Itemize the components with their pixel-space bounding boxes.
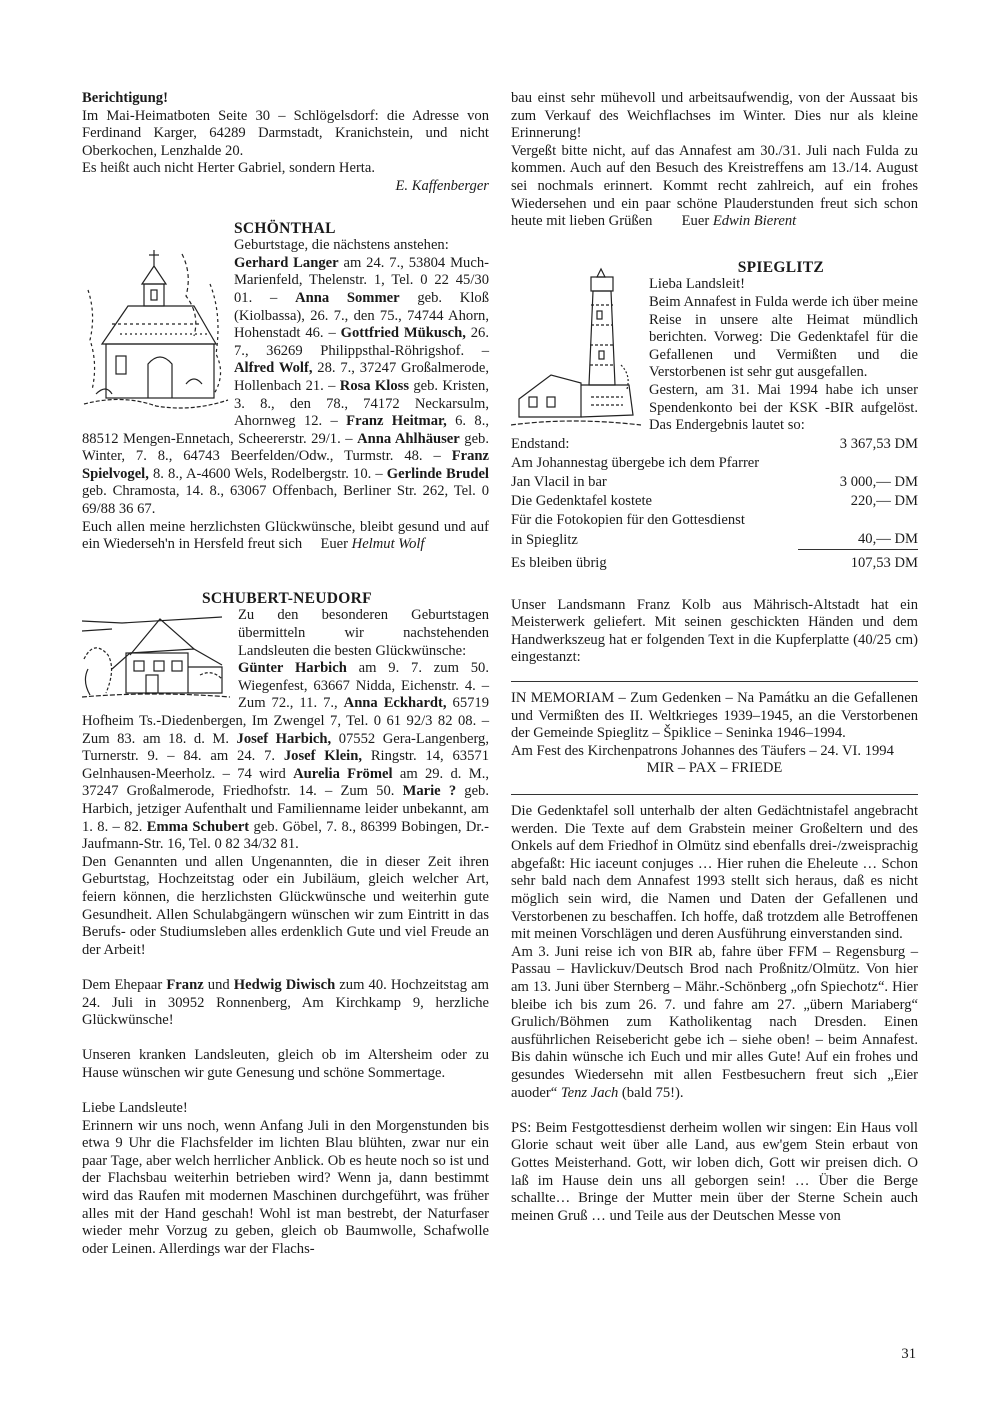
page-number: 31 (901, 1346, 916, 1362)
name-alfred-wolf: Alfred Wolf, (234, 360, 313, 377)
ps-paragraph: PS: Beim Festgottesdienst derheim wollen wir singen: Ein Haus voll Glorie schaut weit über alle Land, aus ew'gem Stein erbaut von Gottes Meisterhand. Gott, wir loben dich, Gott wir preisen dich. O laß im Hause dein uns all geborgen sein! … Über die Berge schallte… Bringe der Mutter mein über der Sterne Schein auch meinen Gruß … und Teile aus der Deutschen Messe von (511, 1119, 918, 1224)
trip-paragraph (511, 944, 918, 1102)
neudorf-general-wishes: Den Genannten und allen Ungenannten, die in dieser Zeit ihren Geburtstag, Hochzeitstag oder ein Jubiläum, gleich welcher Art, feiern können, die herzlichsten Glückwünsche und weiterhin gute Gesundheit. Allen Schulabgängern wünschen wir zum Eintritt in das Berufs- oder Studiumsleben alles erdenklich Gute und viel Freude an der Arbeit! (82, 853, 489, 958)
ledger-amount: 3 000,— DM (839, 473, 918, 490)
name-josef-klein: Josef Klein, (283, 748, 362, 765)
name-aurelia-froemel: Aurelia Frömel (293, 765, 393, 782)
ledger-label: Endstand: (511, 435, 570, 452)
lookout-tower-illustration (511, 265, 643, 433)
name-marie: Marie ? (402, 783, 457, 800)
ledger-amount-cell (785, 530, 918, 550)
donation-ledger (511, 435, 918, 573)
ledger-amount: 220,— DM (850, 492, 918, 509)
farmhouse-illustration (82, 609, 232, 701)
annafest-reminder (511, 143, 918, 231)
correction-body: Im Mai-Heimatboten Seite 30 – Schlögelsdorf: die Adresse von Ferdinand Karger, 64289 Darmstadt, Kranichstein, und nicht Oberkochen, Lenzhalde 20. (82, 107, 489, 159)
birthday-text: geb. Winter, 7. 8., 64743 Beerfelden/Odw., Turmstr. 48. – (82, 430, 490, 465)
right-column (511, 90, 918, 1225)
correction-title: Berichtigung! (82, 90, 168, 106)
correction-signature: E. Kaffenberger (395, 177, 489, 194)
ledger-row (511, 511, 918, 530)
divider (511, 681, 918, 682)
flax-continued: bau einst sehr mühevoll und arbeitsaufwendig, von der Aussaat bis zum Verkauf des Weichflachses im Winter. Dies nur als kleine Erinnerung! (511, 90, 918, 142)
ledger-amount: 3 367,53 DM (839, 435, 918, 452)
memoriam-text: IN MEMORIAM – Zum Gedenken – Na Památku an die Gefallenen und Vermißten des II. Weltkrieges 1939–1945, an die Verstorbenen der Gemeinde Spieglitz – Špiklice – Seninka 1946–1994. (511, 690, 918, 742)
name-josef-harbich: Josef Harbich, (236, 730, 332, 747)
name-anna-ahlhaeuser: Anna Ahlhäuser (357, 430, 460, 447)
neudorf-title: SCHUBERT-NEUDORF (202, 589, 372, 607)
ledger-row (511, 454, 918, 473)
name-franz-spielvogel: Franz Spielvogel, (82, 448, 489, 482)
ledger-row (511, 492, 918, 511)
ledger-label: Für die Fotokopien für den Gottesdienst (511, 511, 745, 528)
ledger-label: Am Johannestag übergebe ich dem Pfarrer (511, 454, 760, 471)
signature-prefix: Euer (681, 213, 713, 230)
ledger-row (511, 473, 918, 492)
birthday-text: 07552 Gera-Langenberg, Turnerstr. 9. – 84. am 24. 7. (82, 730, 489, 765)
correction-body-2: Es heißt auch nicht Herter Gabriel, sondern Herta. (82, 160, 375, 177)
schoenthal-title: SCHÖNTHAL (234, 219, 336, 237)
birthday-text: 65719 Hofheim Ts.-Diedenbergen, Im Zwengel 7, Tel. 0 61 92/3 82 08. – Zum 83. am 18. d. M. (82, 695, 490, 747)
spieglitz-title: SPIEGLITZ (737, 258, 824, 276)
name-franz-heitmar: Franz Heitmar, (346, 413, 447, 430)
name-rosa-kloss: Rosa Kloss (339, 377, 409, 394)
trip-tail: (bald 75!). (618, 1084, 684, 1101)
flax-greeting: Liebe Landsleute! (82, 1100, 188, 1117)
ledger-label: Die Gedenktafel kostete (511, 492, 653, 509)
ledger-label: Es bleiben übrig (511, 554, 607, 571)
name-anna-eckhardt: Anna Eckhardt, (343, 695, 447, 712)
ledger-row (511, 530, 918, 550)
memoriam-feast: Am Fest des Kirchenpatrons Johannes des Täufers – 24. VI. 1994 (511, 742, 894, 759)
name-hedwig-diwisch: Hedwig Diwisch (233, 976, 336, 993)
birthday-text: 28. 7., 37247 Großalmerode, Hollenbach 21. – (234, 360, 489, 394)
divider (511, 794, 918, 795)
ledger-amount (785, 454, 918, 473)
trip-text: Am 3. Juni reise ich von BIR ab, fahre über FFM – Regensburg – Passau – Havlickuv/Deutsch Brod nach Proßnitz/Olmütz. Von hier am 13. Juni über Sternberg – Mähr.-Schönberg „ofn Spiechotz“. Hier bleibe ich bis zum 26. 7. und fahre am 27. „übern Mariaberg“ Grulich/Böhmen zum Katholikentag nach Dresden. Einen ausführlichen Reisebericht gebe ich – siehe oben! – beim Annafest. Bis dahin wünsche ich Euch und mir alles Gute! Auf ein frohes und gesundes Wiedersehn mit allen Festbesuchern freut sich „Eier auoder“ (511, 943, 918, 1101)
name-franz: Franz (166, 976, 204, 993)
spieglitz-intro: Beim Annafest in Fulda werde ich über meine Reise in unsere alte Heimat mündlich berichten. Vorweg: Die Gedenktafel für die Gefallenen und Vermißten und die Verstorbenen ist sehr gut ausgefallen. (649, 293, 918, 381)
birthday-text: geb. Göbel, 7. 8., 86399 Bobingen, Dr.-Jaufmann-Str. 16, Tel. 0 82 34/32 81. (82, 818, 489, 853)
spieglitz-account: Gestern, am 31. Mai 1994 habe ich unser Spendenkonto bei der KSK -BIR aufgelöst. Das Endergebnis lautet so: (649, 381, 918, 434)
name-guenter-harbich: Günter Harbich (238, 660, 347, 677)
memorial-plaque-paragraph: Die Gedenktafel soll unterhalb der alten Gedächtnistafel angebracht werden. Die Texte auf dem Grabstein meiner Großeltern und des Onkels auf dem Friedhof in Olmütz sind ebenfalls drei-/zweisprachig abgefaßt: Hic iaceunt conjuges … Hier ruhen die Eheleute … Schon sehr bald nach dem Annafest 1993 stellt sich heraus, daß es nicht möglich sein wird, die Namen und Daten der Gefallenen und Verstorbenen zu beschaffen. Ich hoffe, daß trotzdem alle Betroffenen mit meinen Vorschlägen und deren Ausführung einverstanden sind. (511, 803, 918, 943)
birthday-text: 26. 7., 36269 Philippsthal-Röhrigshof. – (234, 325, 489, 359)
chapel-illustration (82, 244, 230, 416)
schoenthal-wishes (82, 519, 489, 554)
trip-signature: Tenz Jach (560, 1084, 619, 1101)
birthday-text: 8. 8., A-4600 Wels, Rodelbergstr. 10. – (148, 465, 387, 482)
name-gerhard-langer: Gerhard Langer (234, 254, 339, 271)
ledger-label: in Spieglitz (511, 531, 578, 548)
ledger-label: Jan Vlacil in bar (511, 473, 607, 490)
anniversary-text: Dem Ehepaar (82, 976, 167, 993)
diwisch-anniversary (82, 977, 489, 1030)
name-anna-sommer: Anna Sommer (295, 289, 400, 306)
birthday-text: Ringstr. 14, 63571 Gelnhausen-Meerholz. – 74 wird (82, 748, 489, 782)
schoenthal-intro: Geburtstage, die nächstens anstehen: (234, 237, 449, 254)
ledger-amount: 107,53 DM (850, 554, 918, 571)
birthday-text: am 29. d. M., 37247 Großalmerode, Friedhofstr. 14. – Zum 50. (82, 765, 489, 800)
anniversary-text: und (203, 976, 234, 993)
schoenthal-signature: Helmut Wolf (351, 536, 425, 553)
ledger-total-row (511, 550, 918, 573)
name-emma-schubert: Emma Schubert (146, 818, 250, 835)
flax-body: Erinnern wir uns noch, wenn Anfang Juli in den Morgenstunden bis etwa 9 Uhr die Flachsfelder im lichten Blau blühten, zwar nur ein paar Tage, aber welch herrlicher Anblick. Ob es heute noch so ist und der Flachsbau weiterhin betrieben wird? Wenn ja, dann bestimmt wird das Raufen mit modernen Maschinen durchgeführt, was früher alles mit der Hand geschah! Wohl ist man bestrebt, der Naturfaser wieder mehr Vorzug zu geben, gleich ob Baumwolle, Schafwolle oder Leinen. Allerdings war der Flachs- (82, 1117, 489, 1257)
ledger-row (511, 435, 918, 454)
reminder-text: Vergeßt bitte nicht, auf das Annafest am 30./31. Juli nach Fulda zu kommen. Auch auf den Besuch des Kreistreffens am 13./14. August sei nochmals erinnert. Kommt recht zahlreich, auf ein frohes Wiedersehen und ein paar schöne Plauderstunden freut sich schon heute mit lieben Grüßen (511, 142, 918, 230)
ledger-amount (785, 511, 918, 530)
birthday-text: geb. Chramosta, 14. 8., 63067 Offenbach, Berliner Str. 262, Tel. 0 69/88 36 67. (82, 483, 489, 518)
birthday-text: geb. Kristen, 3. 8., den 78., 74172 Neckarsulm, Ahornweg 12. – (234, 377, 489, 430)
signature-prefix: Euer (320, 536, 352, 553)
birthday-text: geb. Kloß (Kiolbassa), 26. 7., den 75., 74744 Ahorn, Hohenstadt 46. – (234, 289, 489, 342)
name-gerlinde-brudel: Gerlinde Brudel (386, 465, 489, 482)
flax-signature: Edwin Bierent (712, 213, 797, 230)
sick-wishes: Unseren kranken Landsleuten, gleich ob im Altersheim oder zu Hause wünschen wir gute Genesung und schöne Sommertage. (82, 1047, 489, 1081)
spieglitz-greeting: Lieba Landsleit! (649, 276, 746, 293)
birthday-text: 6. 8., 88512 Mengen-Ennetach, Scheererstr. 29/1. – (82, 413, 489, 447)
wishes-text: Euch allen meine herzlichsten Glückwünsche, bleibt gesund und auf ein Wiederseh'n in Hersfeld freut sich (82, 518, 489, 553)
neudorf-intro: Zu den besonderen Geburtstagen übermitteln wir nachstehenden Landsleuten die besten Glückwünsche: (238, 607, 489, 659)
birthday-text: geb. Harbich, jetziger Aufenthalt und Familienname leider unbekannt, am 1. 8. – 82. (82, 783, 490, 835)
kolb-paragraph: Unser Landsmann Franz Kolb aus Mährisch-Altstadt hat ein Meisterwerk geliefert. Mit seinen geschickten Händen und dem Handwerkszeug hat er folgenden Text in die Kupferplatte (40/25 cm) eingestanzt: (511, 596, 918, 666)
left-column (82, 90, 489, 1258)
anniversary-text: zum 40. Hochzeitstag am 24. Juli in 30952 Ronnenberg, Am Kirchkamp 9, herzliche Glückwünsche! (82, 976, 490, 1029)
birthday-text: am 9. 7. zum 50. Wiegenfest, 63667 Nidda, Eichenstr. 4. – Zum 72., 11. 7., (238, 660, 489, 712)
ledger-amount: 40,— DM (798, 530, 918, 550)
memoriam-motto: MIR – PAX – FRIEDE (646, 760, 783, 777)
name-gottfried-muekusch: Gottfried Mükusch, (340, 325, 466, 342)
birthday-text: am 24. 7., 53804 Much-Marienfeld, Thelenstr. 1, Tel. 0 22 45/30 01. – (234, 254, 489, 306)
